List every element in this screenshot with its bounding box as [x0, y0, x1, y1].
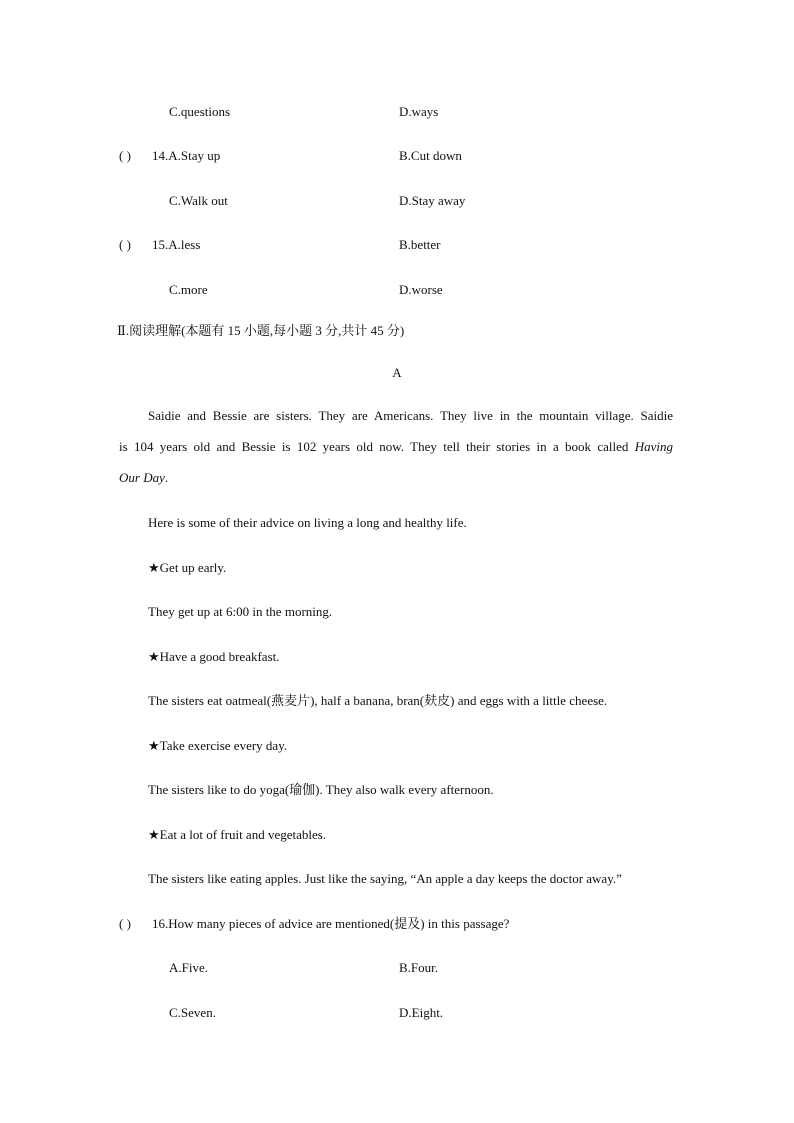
- q15-option-c: C.more: [169, 282, 208, 297]
- advice-intro: Here is some of their advice on living a long and healthy life.: [148, 515, 467, 530]
- book-title-part-2: Our Day: [119, 470, 165, 485]
- q16-answer-blank: ( ): [119, 916, 131, 931]
- q16-option-b: B.Four.: [399, 960, 439, 975]
- q14-option-b: B.Cut down: [399, 148, 462, 163]
- passage-intro-line-1: Saidie and Bessie are sisters. They are Americans. They live in the mountain village. Saidie: [148, 408, 673, 423]
- q13-option-c: C.questions: [169, 104, 231, 119]
- q14-answer-blank: ( ): [119, 148, 131, 163]
- tip-2-detail: The sisters eat oatmeal(燕麦片), half a banana, bran(麸皮) and eggs with a little cheese.: [148, 693, 608, 708]
- passage-intro-line-3: [119, 469, 168, 487]
- q16-stem: 16.How many pieces of advice are mentioned(提及) in this passage?: [152, 916, 510, 931]
- q13-option-d: D.ways: [399, 104, 439, 119]
- tip-4: ★Eat a lot of fruit and vegetables.: [148, 827, 327, 842]
- tip-1: ★Get up early.: [148, 560, 227, 575]
- q14-option-d: D.Stay away: [399, 193, 466, 208]
- q16-option-a: A.Five.: [169, 960, 208, 975]
- tip-2: ★Have a good breakfast.: [148, 649, 280, 664]
- book-title-part-1: Having: [634, 439, 674, 454]
- tip-3: ★Take exercise every day.: [148, 738, 288, 753]
- tip-1-detail: They get up at 6:00 in the morning.: [148, 604, 333, 619]
- q14-option-c: C.Walk out: [169, 193, 228, 208]
- q15-option-d: D.worse: [399, 282, 443, 297]
- tip-4-detail: The sisters like eating apples. Just like the saying, “An apple a day keeps the doctor away.”: [148, 871, 622, 886]
- intro-line-2-text: is 104 years old and Bessie is 102 years old now. They tell their stories in a book called: [119, 439, 629, 454]
- q16-option-d: D.Eight.: [399, 1005, 444, 1020]
- q16-option-c: C.Seven.: [169, 1005, 216, 1020]
- q15-option-b: B.better: [399, 237, 441, 252]
- passage-intro-line-2: [119, 438, 673, 456]
- section-heading: Ⅱ.阅读理解(本题有 15 小题,每小题 3 分,共计 45 分): [117, 323, 405, 338]
- q15-answer-blank: ( ): [119, 237, 131, 252]
- q15-stem-option-a: 15.A.less: [152, 237, 201, 252]
- tip-3-detail: The sisters like to do yoga(瑜伽). They also walk every afternoon.: [148, 782, 494, 797]
- q14-stem-option-a: 14.A.Stay up: [152, 148, 221, 163]
- passage-label: A: [392, 365, 402, 380]
- intro-period: .: [164, 470, 169, 485]
